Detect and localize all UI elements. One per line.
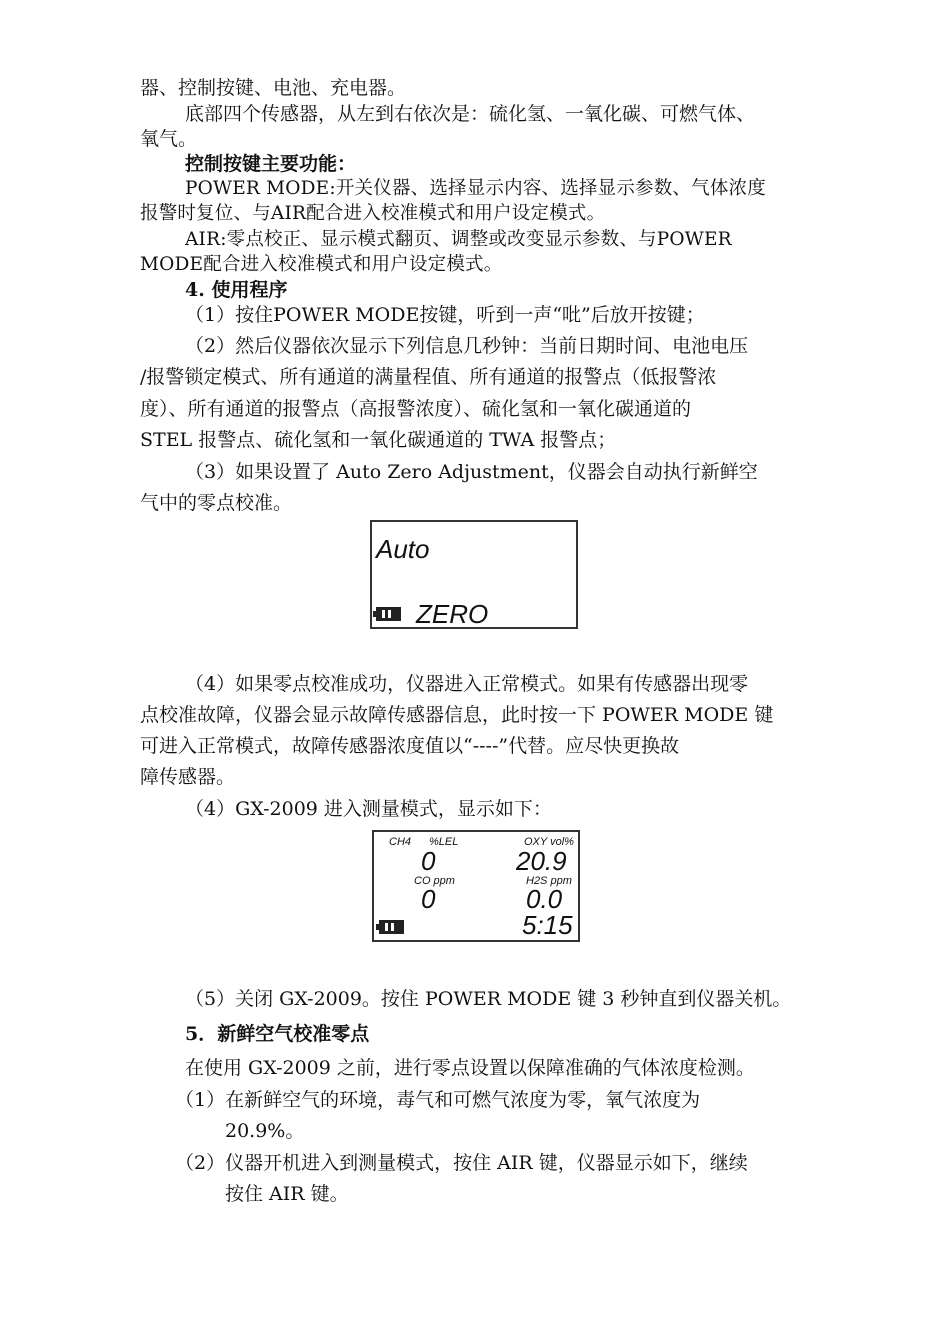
text-line: （1）在新鲜空气的环境，毒气和可燃气浓度为零，氧气浓度为 <box>175 1089 701 1111</box>
text-line: 气中的零点校准。 <box>140 492 293 514</box>
text-line: AIR:零点校正、显示模式翻页、调整或改变显示参数、与POWER <box>185 229 732 250</box>
text-line: （2）仪器开机进入到测量模式，按住 AIR 键，仪器显示如下，继续 <box>175 1152 748 1174</box>
text-line: （2）然后仪器依次显示下列信息几秒钟：当前日期时间、电池电压 <box>185 335 749 357</box>
text-line: 氧气。 <box>140 128 198 150</box>
section-heading: 5．新鲜空气校准零点 <box>185 1023 370 1045</box>
text-line: 报警时复位、与AIR配合进入校准模式和用户设定模式。 <box>140 203 606 224</box>
text-line: 障传感器。 <box>140 766 236 788</box>
co-value: 0 <box>421 884 436 914</box>
battery-icon <box>376 920 404 934</box>
text-line: 可进入正常模式，故障传感器浓度值以“----”代替。应尽快更换故 <box>140 735 680 757</box>
h2s-value: 0.0 <box>526 884 563 914</box>
text-line: 底部四个传感器，从左到右依次是：硫化氢、一氧化碳、可燃气体、 <box>185 103 756 125</box>
co-label: CO ppm <box>414 875 455 887</box>
battery-icon <box>373 607 401 621</box>
section-subheading: 控制按键主要功能： <box>185 153 357 175</box>
lcd-auto-label: Auto <box>376 534 430 564</box>
text-line: POWER MODE:开关仪器、选择显示内容、选择显示参数、气体浓度 <box>185 178 766 199</box>
text-line: 点校准故障，仪器会显示故障传感器信息，此时按一下 POWER MODE 键 <box>140 704 774 726</box>
text-line: 度）、所有通道的报警点（高报警浓度）、硫化氢和一氧化碳通道的 <box>140 398 692 420</box>
text-line: 20.9%。 <box>225 1120 305 1142</box>
ch4-unit: %LEL <box>429 836 459 848</box>
text-line: （4）如果零点校准成功，仪器进入正常模式。如果有传感器出现零 <box>185 673 749 695</box>
time-readout: 5:15 <box>522 910 573 940</box>
ch4-label: CH4 <box>389 836 412 848</box>
lcd-auto-zero-display <box>370 520 578 629</box>
lcd-zero-label: ZERO <box>416 599 489 629</box>
text-line: STEL 报警点、硫化氢和一氧化碳通道的 TWA 报警点； <box>140 429 617 451</box>
oxy-label: OXY vol% <box>524 836 574 848</box>
h2s-label: H2S ppm <box>526 875 572 887</box>
lcd-measurement-display <box>372 830 580 942</box>
text-line: （1）按住POWER MODE按键，听到一声“吡”后放开按键； <box>185 304 705 326</box>
ch4-value: 0 <box>421 846 436 876</box>
section-heading: 4. 使用程序 <box>185 279 288 301</box>
text-line: 按住 AIR 键。 <box>225 1183 349 1205</box>
text-line: 器、控制按键、电池、充电器。 <box>140 77 407 99</box>
text-line: （4）GX-2009 进入测量模式，显示如下： <box>185 798 552 820</box>
text-line: MODE配合进入校准模式和用户设定模式。 <box>140 254 503 275</box>
text-line: 在使用 GX-2009 之前，进行零点设置以保障准确的气体浓度检测。 <box>185 1057 755 1079</box>
text-line: （3）如果设置了 Auto Zero Adjustment，仪器会自动执行新鲜空 <box>185 461 758 483</box>
oxy-value: 20.9 <box>516 846 567 876</box>
text-line: （5）关闭 GX-2009。按住 POWER MODE 键 3 秒钟直到仪器关机。 <box>185 988 792 1010</box>
text-line: /报警锁定模式、所有通道的满量程值、所有通道的报警点（低报警浓 <box>140 366 717 388</box>
